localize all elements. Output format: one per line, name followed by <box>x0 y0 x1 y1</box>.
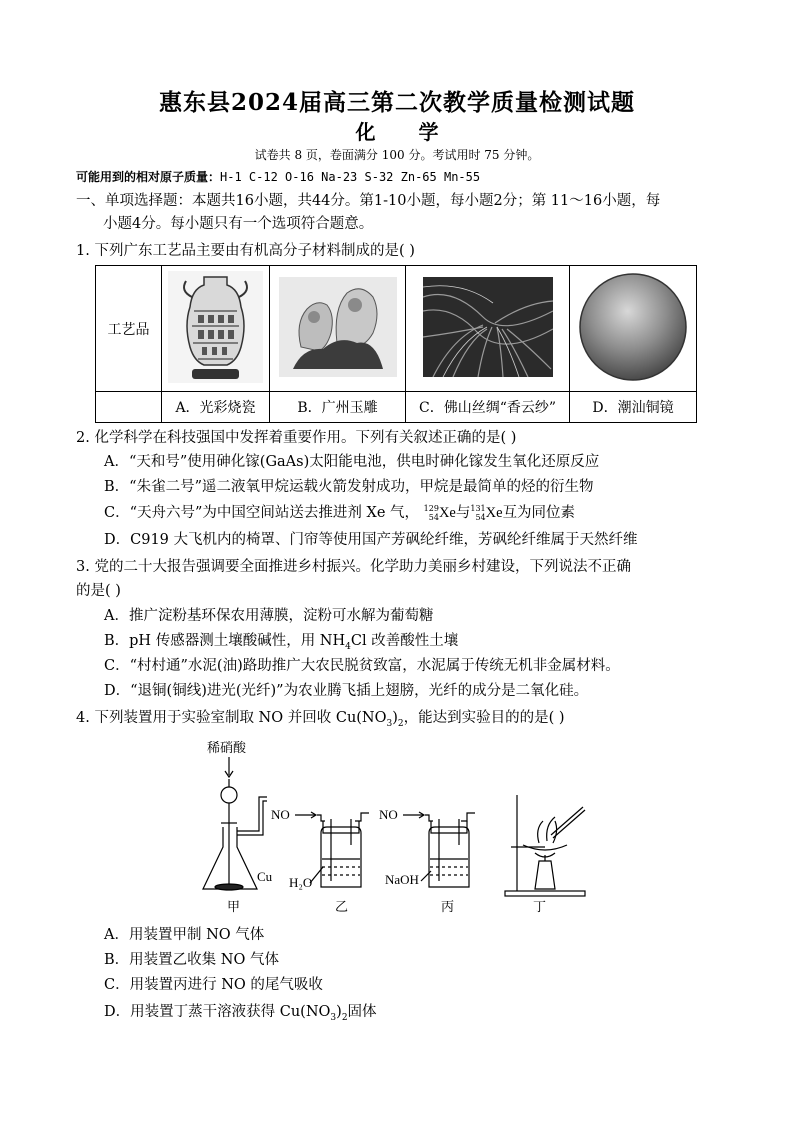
label-cu: Cu <box>257 869 273 884</box>
q1-option-b: B．广州玉雕 <box>297 400 378 416</box>
label-naoh: NaOH <box>385 872 419 887</box>
q1-option-c: C．佛山丝绸“香云纱” <box>418 400 557 416</box>
q4-option-d-paren: ) <box>336 1004 342 1020</box>
empty-label-cell <box>96 392 162 423</box>
section-heading-line2: 小题4分。每小题只有一个选项符合题意。 <box>103 216 374 232</box>
q4-stem-pre: 4. 下列装置用于实验室制取 NO 并回收 Cu(NO <box>76 710 387 726</box>
q3-option-b <box>104 631 458 657</box>
row-label: 工艺品 <box>107 321 150 338</box>
q4-option-d <box>104 1002 377 1028</box>
image-cell-b <box>270 266 406 392</box>
bronze-mirror-image <box>577 271 689 383</box>
q1-option-a: A．光彩烧瓷 <box>175 400 256 416</box>
q1-stem: 1. 下列广东工艺品主要由有机高分子材料制成的是( ) <box>76 243 415 259</box>
q2-stem: 2. 化学科学在科技强国中发挥着重要作用。下列有关叙述正确的是( ) <box>76 430 517 446</box>
exam-info: 试卷共 8 页，卷面满分 100 分。考试用时 75 分钟。 <box>254 148 540 162</box>
option-c-cell <box>406 392 570 423</box>
image-cell-a <box>162 266 270 392</box>
q4-stem-post: )$_2$，能达到实验目的的是( ) <box>392 710 565 729</box>
q4-stem-tail: ，能达到实验目的的是( ) <box>403 710 565 726</box>
xe131-z: 54 <box>475 513 486 522</box>
q1-crafts-table <box>95 265 697 423</box>
q3-option-d: D．“退铜(铜线)进光(光纤)”为农业腾飞插上翅膀，光纤的成分是二氧化硅。 <box>104 683 589 699</box>
label-h2o: H₂O <box>289 875 313 890</box>
image-cell-c <box>406 266 570 392</box>
q4-option-a: A．用装置甲制 NO 气体 <box>104 927 265 943</box>
option-b-cell <box>270 392 406 423</box>
label-no-2: NO <box>379 807 398 822</box>
q4-stem-sub: 3 <box>386 718 393 729</box>
xe129-numbers <box>424 504 439 522</box>
row-label-cell <box>96 266 162 392</box>
label-no-1: NO <box>271 807 290 822</box>
silk-fabric-image <box>423 277 553 377</box>
image-cell-d <box>570 266 697 392</box>
q4-option-d-sub: 3 <box>330 1012 337 1023</box>
q4-option-c: C．用装置丙进行 NO 的尾气吸收 <box>104 977 323 993</box>
xe129-mass: 129 <box>423 504 439 513</box>
q4-stem <box>76 708 565 734</box>
xe129-z: 54 <box>428 513 439 522</box>
porcelain-vase-image <box>168 271 263 383</box>
q2-option-b: B．“朱雀二号”遥二液氧甲烷运载火箭发射成功，甲烷是最简单的烃的衍生物 <box>104 479 594 495</box>
q2-option-c-text: C．“天舟六号”为中国空间站送去推进剂 Xe 气， <box>104 505 420 521</box>
xe129-symbol: Xe <box>438 505 456 521</box>
q1-option-d: D．潮汕铜镜 <box>592 400 674 416</box>
q4-stem-sub2: 2 <box>397 718 404 729</box>
q4-option-d-post: 固体 <box>347 1004 377 1020</box>
xe131-numbers <box>470 504 485 522</box>
section-heading-line1: 一、单项选择题：本题共16小题，共44分。第1-10小题，每小题2分；第 11～16小题，每 <box>76 193 661 209</box>
subject-title: 化 学 <box>355 120 457 144</box>
xe131-mass: 131 <box>470 504 486 513</box>
q3-option-b-sub: 4 <box>345 641 351 652</box>
q4-apparatus-figure <box>185 735 605 915</box>
q2-option-d: D．C919 大飞机内的椅罩、门帘等使用国产芳砜纶纤维，芳砜纶纤维属于天然纤维 <box>104 532 638 548</box>
q3-option-b-pre: B．pH 传感器测土壤酸碱性，用 NH <box>104 633 346 649</box>
label-ding: 丁 <box>533 899 547 914</box>
q2-option-c <box>104 503 575 523</box>
section-heading <box>76 191 660 211</box>
q4-option-d-pre: D．用装置丁蒸干溶液获得 Cu(NO <box>104 1004 331 1020</box>
q3-option-b-post: Cl 改善酸性土壤 <box>350 633 459 649</box>
jade-carving-image <box>279 277 397 377</box>
label-yi: 乙 <box>335 899 349 914</box>
xe131-symbol: Xe <box>485 505 503 521</box>
paper-title: 惠东县2024届高三第二次教学质量检测试题 <box>158 89 635 116</box>
atomic-masses-values: H-1 C-12 O-16 Na-23 S-32 Zn-65 Mn-55 <box>220 170 481 184</box>
label-bing: 丙 <box>441 899 455 914</box>
q2-option-c-and: 与 <box>455 505 471 521</box>
q2-option-a: A．“天和号”使用砷化镓(GaAs)太阳能电池，供电时砷化镓发生氧化还原反应 <box>104 454 600 470</box>
atomic-masses-label: 可能用到的相对原子质量： <box>76 170 221 184</box>
label-jia: 甲 <box>227 899 241 914</box>
q3-stem-line1: 3. 党的二十大报告强调要全面推进乡村振兴。化学助力美丽乡村建设，下列说法不正确 <box>76 559 631 575</box>
q4-option-b: B．用装置乙收集 NO 气体 <box>104 952 279 968</box>
q4-option-d-sub2: 2 <box>341 1012 348 1023</box>
option-a-cell <box>162 392 270 423</box>
atomic-masses <box>76 168 480 185</box>
apparatus-ding <box>505 795 585 896</box>
option-d-cell <box>570 392 697 423</box>
q3-option-c: C．“村村通”水泥(油)路助推广大农民脱贫致富，水泥属于传统无机非金属材料。 <box>104 658 620 674</box>
label-dilute-nitric-acid: 稀硝酸 <box>207 740 247 755</box>
q2-option-c-end: 互为同位素 <box>502 505 576 521</box>
q3-stem-line2: 的是( ) <box>76 583 121 599</box>
q3-option-a: A．推广淀粉基环保农用薄膜，淀粉可水解为葡萄糖 <box>104 608 434 624</box>
